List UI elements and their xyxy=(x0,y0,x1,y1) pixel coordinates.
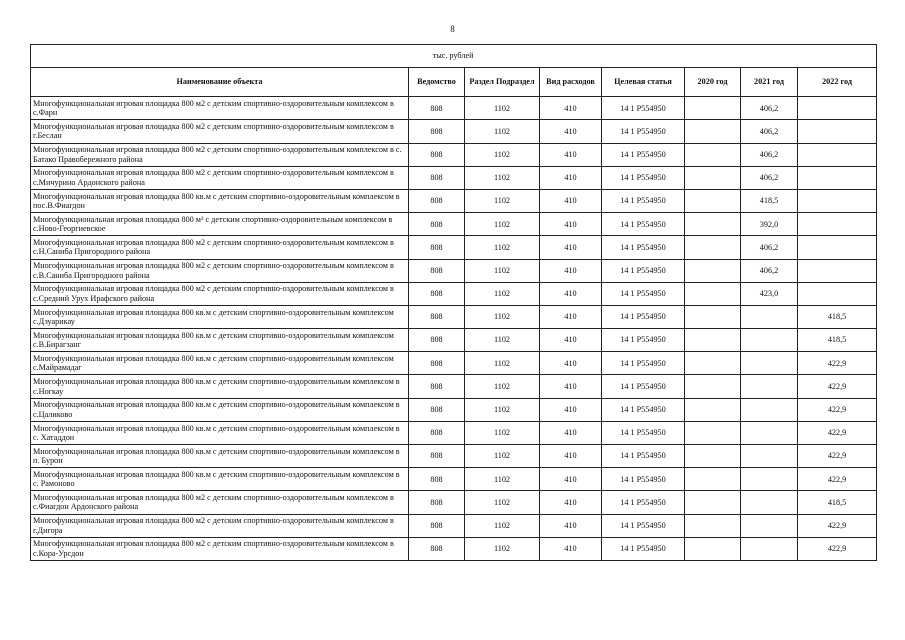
cell-target: 14 1 P554950 xyxy=(602,445,685,468)
cell-target: 14 1 P554950 xyxy=(602,468,685,491)
table-row xyxy=(31,97,877,120)
cell-2022 xyxy=(798,143,877,166)
table-row xyxy=(31,352,877,375)
cell-dept: 808 xyxy=(409,120,465,143)
header-row xyxy=(31,68,877,97)
cell-target: 14 1 P554950 xyxy=(602,514,685,537)
cell-target: 14 1 P554950 xyxy=(602,282,685,305)
cell-section: 1102 xyxy=(465,259,540,282)
cell-2021: 406,2 xyxy=(741,166,798,189)
cell-target: 14 1 P554950 xyxy=(602,166,685,189)
header-expense: Вид расходов xyxy=(540,68,602,97)
cell-2020 xyxy=(685,282,741,305)
cell-name: Многофункциональная игровая площадка 800 кв.м с детским спортивно-оздоровительным комплексом в с.Цаликово xyxy=(31,398,409,421)
cell-2021: 406,2 xyxy=(741,236,798,259)
table-row xyxy=(31,468,877,491)
page-number: 8 xyxy=(450,24,455,34)
cell-target: 14 1 P554950 xyxy=(602,259,685,282)
cell-dept: 808 xyxy=(409,468,465,491)
cell-2021 xyxy=(741,352,798,375)
cell-name: Многофункциональная игровая площадка 800 кв.м с детским спортивно-оздоровительным комплексом в с. Хатаддон xyxy=(31,421,409,444)
cell-2020 xyxy=(685,375,741,398)
header-target: Целевая статья xyxy=(602,68,685,97)
cell-name: Многофункциональная игровая площадка 800 м2 с детским спортивно-оздоровительным комплексом в с. Батако Правобережного района xyxy=(31,143,409,166)
cell-2020 xyxy=(685,445,741,468)
cell-dept: 808 xyxy=(409,97,465,120)
cell-2021: 406,2 xyxy=(741,143,798,166)
cell-expense: 410 xyxy=(540,259,602,282)
cell-expense: 410 xyxy=(540,213,602,236)
cell-2022 xyxy=(798,120,877,143)
header-2021: 2021 год xyxy=(741,68,798,97)
table-row xyxy=(31,537,877,560)
cell-2021: 418,5 xyxy=(741,189,798,212)
cell-target: 14 1 P554950 xyxy=(602,352,685,375)
table-row xyxy=(31,375,877,398)
cell-name: Многофункциональная игровая площадка 800 м2 с детским спортивно-оздоровительным комплексом в г.Дигора xyxy=(31,514,409,537)
unit-row xyxy=(31,45,877,68)
table-row xyxy=(31,166,877,189)
cell-expense: 410 xyxy=(540,97,602,120)
cell-name: Многофункциональная игровая площадка 800 м2 с детским спортивно-оздоровительным комплексом в с.Фарн xyxy=(31,97,409,120)
cell-dept: 808 xyxy=(409,166,465,189)
cell-dept: 808 xyxy=(409,329,465,352)
cell-2021 xyxy=(741,305,798,328)
cell-target: 14 1 P554950 xyxy=(602,421,685,444)
table-row xyxy=(31,514,877,537)
cell-dept: 808 xyxy=(409,259,465,282)
table-row xyxy=(31,259,877,282)
cell-2020 xyxy=(685,491,741,514)
cell-expense: 410 xyxy=(540,537,602,560)
cell-section: 1102 xyxy=(465,305,540,328)
cell-section: 1102 xyxy=(465,120,540,143)
budget-table xyxy=(30,44,877,561)
table-row xyxy=(31,120,877,143)
cell-target: 14 1 P554950 xyxy=(602,329,685,352)
cell-2022 xyxy=(798,282,877,305)
cell-dept: 808 xyxy=(409,352,465,375)
cell-name: Многофункциональная игровая площадка 800 м2 с детским спортивно-оздоровительным комплексом в с.Фиагдон Ардонского района xyxy=(31,491,409,514)
cell-2021: 406,2 xyxy=(741,97,798,120)
cell-name: Многофункциональная игровая площадка 800 кв.м с детским спортивно-оздоровительным комплексом в с. Рамоново xyxy=(31,468,409,491)
table-row xyxy=(31,491,877,514)
cell-target: 14 1 P554950 xyxy=(602,189,685,212)
table-row xyxy=(31,445,877,468)
cell-name: Многофункциональная игровая площадка 800 кв.м с детским спортивно-оздоровительным комплексом в п. Бурон xyxy=(31,445,409,468)
cell-2022: 422,9 xyxy=(798,421,877,444)
cell-name: Многофункциональная игровая площадка 800 м2 с детским спортивно-оздоровительным комплексом в с.Н.Саниба Пригородного района xyxy=(31,236,409,259)
cell-2020 xyxy=(685,468,741,491)
cell-section: 1102 xyxy=(465,375,540,398)
cell-2021: 406,2 xyxy=(741,120,798,143)
cell-expense: 410 xyxy=(540,236,602,259)
cell-dept: 808 xyxy=(409,445,465,468)
cell-name: Многофункциональная игровая площадка 800 кв.м с детским спортивно-оздоровительным комплексом с.Дзуарикау xyxy=(31,305,409,328)
cell-2020 xyxy=(685,305,741,328)
table-body xyxy=(31,97,877,561)
cell-2020 xyxy=(685,329,741,352)
cell-2021 xyxy=(741,375,798,398)
cell-2020 xyxy=(685,398,741,421)
table-row xyxy=(31,213,877,236)
cell-target: 14 1 P554950 xyxy=(602,537,685,560)
cell-2022: 418,5 xyxy=(798,491,877,514)
table-row xyxy=(31,329,877,352)
cell-section: 1102 xyxy=(465,514,540,537)
cell-2022 xyxy=(798,189,877,212)
cell-2021 xyxy=(741,491,798,514)
cell-dept: 808 xyxy=(409,282,465,305)
cell-section: 1102 xyxy=(465,97,540,120)
cell-section: 1102 xyxy=(465,166,540,189)
header-2020: 2020 год xyxy=(685,68,741,97)
cell-dept: 808 xyxy=(409,537,465,560)
table-row xyxy=(31,305,877,328)
cell-2022 xyxy=(798,259,877,282)
cell-dept: 808 xyxy=(409,375,465,398)
cell-section: 1102 xyxy=(465,468,540,491)
cell-name: Многофункциональная игровая площадка 800 кв.м с детским спортивно-оздоровительным комплексом с.В.Бирагзанг xyxy=(31,329,409,352)
cell-expense: 410 xyxy=(540,120,602,143)
cell-2020 xyxy=(685,514,741,537)
cell-expense: 410 xyxy=(540,421,602,444)
cell-target: 14 1 P554950 xyxy=(602,375,685,398)
cell-expense: 410 xyxy=(540,398,602,421)
cell-name: Многофункциональная игровая площадка 800 м2 с детским спортивно-оздоровительным комплексом в с.В.Саниба Пригородного района xyxy=(31,259,409,282)
cell-target: 14 1 P554950 xyxy=(602,491,685,514)
cell-2021: 406,2 xyxy=(741,259,798,282)
cell-2022: 422,9 xyxy=(798,398,877,421)
cell-2020 xyxy=(685,421,741,444)
cell-2021 xyxy=(741,514,798,537)
cell-target: 14 1 P554950 xyxy=(602,120,685,143)
cell-2022: 422,9 xyxy=(798,468,877,491)
cell-2022 xyxy=(798,166,877,189)
cell-expense: 410 xyxy=(540,166,602,189)
cell-2021 xyxy=(741,445,798,468)
cell-2020 xyxy=(685,189,741,212)
header-name: Наименование объекта xyxy=(31,68,409,97)
cell-expense: 410 xyxy=(540,305,602,328)
table-row xyxy=(31,282,877,305)
cell-expense: 410 xyxy=(540,282,602,305)
cell-expense: 410 xyxy=(540,491,602,514)
cell-2022: 422,9 xyxy=(798,352,877,375)
cell-target: 14 1 P554950 xyxy=(602,97,685,120)
cell-expense: 410 xyxy=(540,352,602,375)
header-section: Раздел Подраздел xyxy=(465,68,540,97)
cell-dept: 808 xyxy=(409,421,465,444)
cell-2021: 392,0 xyxy=(741,213,798,236)
cell-2020 xyxy=(685,213,741,236)
cell-name: Многофункциональная игровая площадка 800 м2 с детским спортивно-оздоровительным комплексом в г.Беслан xyxy=(31,120,409,143)
cell-dept: 808 xyxy=(409,236,465,259)
cell-2021 xyxy=(741,329,798,352)
cell-target: 14 1 P554950 xyxy=(602,305,685,328)
cell-2022: 422,9 xyxy=(798,537,877,560)
cell-name: Многофункциональная игровая площадка 800 м2 с детским спортивно-оздоровительным комплексом в с.Мичурино Ардонского района xyxy=(31,166,409,189)
cell-2021 xyxy=(741,398,798,421)
cell-section: 1102 xyxy=(465,143,540,166)
cell-2022 xyxy=(798,97,877,120)
cell-2021: 423,0 xyxy=(741,282,798,305)
cell-name: Многофункциональная игровая площадка 800 м² с детским спортивно-оздоровительным комплексом в с.Ново-Георгиевское xyxy=(31,213,409,236)
cell-2022: 418,5 xyxy=(798,329,877,352)
cell-dept: 808 xyxy=(409,491,465,514)
cell-2020 xyxy=(685,143,741,166)
cell-2020 xyxy=(685,259,741,282)
cell-dept: 808 xyxy=(409,305,465,328)
cell-expense: 410 xyxy=(540,143,602,166)
cell-dept: 808 xyxy=(409,189,465,212)
cell-2021 xyxy=(741,537,798,560)
header-dept: Ведомство xyxy=(409,68,465,97)
cell-2020 xyxy=(685,352,741,375)
cell-dept: 808 xyxy=(409,398,465,421)
cell-expense: 410 xyxy=(540,189,602,212)
cell-2020 xyxy=(685,120,741,143)
cell-expense: 410 xyxy=(540,375,602,398)
cell-section: 1102 xyxy=(465,329,540,352)
cell-2020 xyxy=(685,166,741,189)
table-row xyxy=(31,189,877,212)
cell-2021 xyxy=(741,421,798,444)
cell-2022 xyxy=(798,236,877,259)
cell-expense: 410 xyxy=(540,468,602,491)
cell-target: 14 1 P554950 xyxy=(602,213,685,236)
cell-name: Многофункциональная игровая площадка 800 м2 с детским спортивно-оздоровительным комплексом в с.Кора-Урсдон xyxy=(31,537,409,560)
cell-dept: 808 xyxy=(409,143,465,166)
cell-section: 1102 xyxy=(465,189,540,212)
cell-expense: 410 xyxy=(540,514,602,537)
cell-section: 1102 xyxy=(465,445,540,468)
cell-dept: 808 xyxy=(409,514,465,537)
cell-2022 xyxy=(798,213,877,236)
cell-2020 xyxy=(685,97,741,120)
cell-name: Многофункциональная игровая площадка 800 кв.м с детским спортивно-оздоровительным комплексом в с.Ногкау xyxy=(31,375,409,398)
cell-section: 1102 xyxy=(465,352,540,375)
cell-section: 1102 xyxy=(465,537,540,560)
cell-target: 14 1 P554950 xyxy=(602,143,685,166)
cell-section: 1102 xyxy=(465,421,540,444)
table-row xyxy=(31,236,877,259)
cell-section: 1102 xyxy=(465,213,540,236)
cell-dept: 808 xyxy=(409,213,465,236)
cell-2022: 422,9 xyxy=(798,445,877,468)
cell-section: 1102 xyxy=(465,236,540,259)
cell-target: 14 1 P554950 xyxy=(602,398,685,421)
cell-2022: 422,9 xyxy=(798,375,877,398)
cell-section: 1102 xyxy=(465,398,540,421)
cell-2020 xyxy=(685,537,741,560)
cell-section: 1102 xyxy=(465,282,540,305)
cell-expense: 410 xyxy=(540,445,602,468)
table-row xyxy=(31,421,877,444)
cell-2021 xyxy=(741,468,798,491)
cell-name: Многофункциональная игровая площадка 800 кв.м с детским спортивно-оздоровительным комплексом в пос.В.Фиагдон xyxy=(31,189,409,212)
table-row xyxy=(31,398,877,421)
cell-name: Многофункциональная игровая площадка 800 м2 с детским спортивно-оздоровительным комплексом в с.Средний Урух Ирафского района xyxy=(31,282,409,305)
cell-2022: 422,9 xyxy=(798,514,877,537)
header-2022: 2022 год xyxy=(798,68,877,97)
cell-target: 14 1 P554950 xyxy=(602,236,685,259)
cell-expense: 410 xyxy=(540,329,602,352)
cell-name: Многофункциональная игровая площадка 800 кв.м с детским спортивно-оздоровительным комплексом с.Майрамадаг xyxy=(31,352,409,375)
cell-section: 1102 xyxy=(465,491,540,514)
unit-label: тыс. рублей xyxy=(31,45,877,68)
cell-2022: 418,5 xyxy=(798,305,877,328)
cell-2020 xyxy=(685,236,741,259)
table-row xyxy=(31,143,877,166)
